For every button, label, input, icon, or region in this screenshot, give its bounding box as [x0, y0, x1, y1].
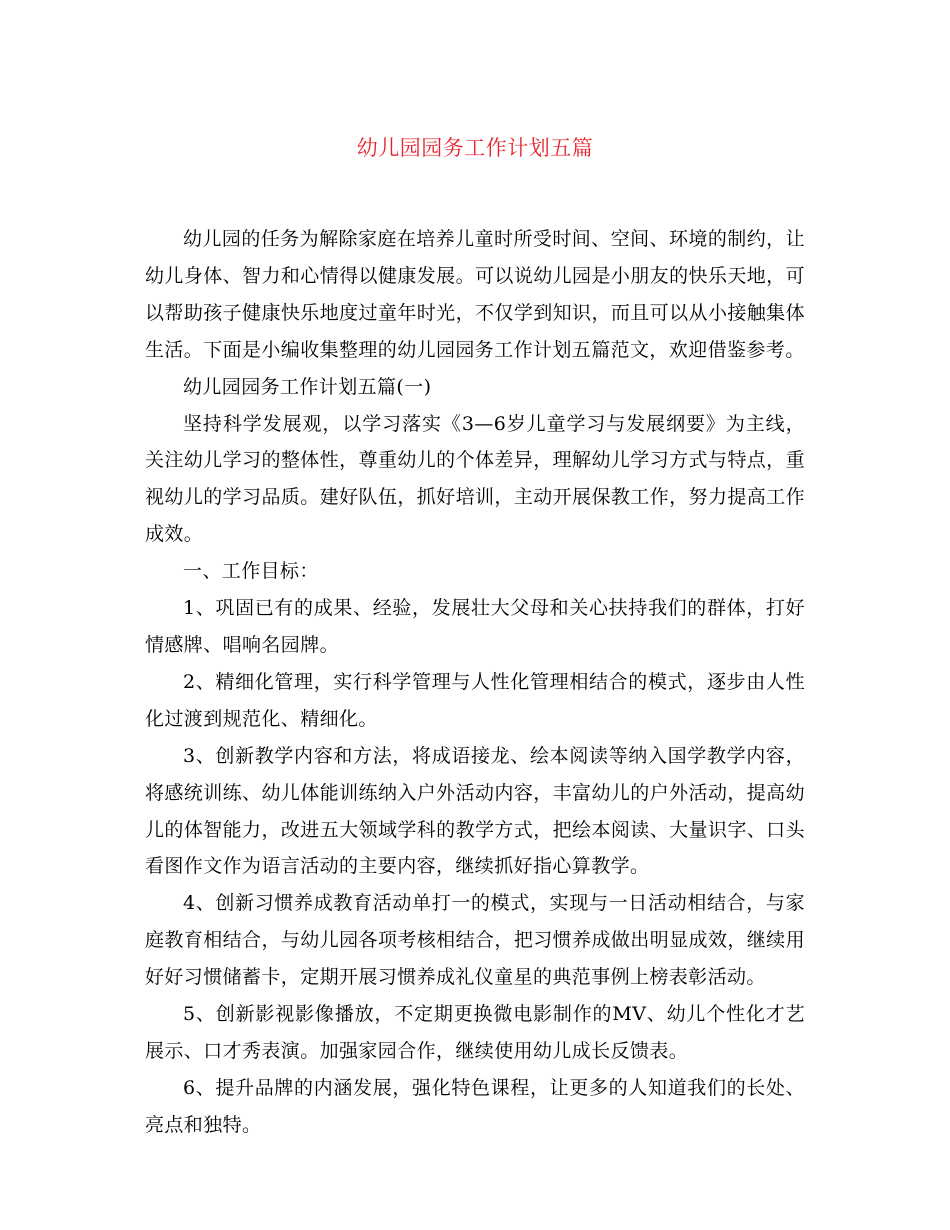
document-title: 幼儿园园务工作计划五篇	[356, 136, 594, 160]
paragraph-guideline: 坚持科学发展观，以学习落实《3—6岁儿童学习与发展纲要》为主线，关注幼儿学习的整体性，尊重幼儿的个体差异，理解幼儿学习方式与特点，重视幼儿的学习品质。建好队伍，抓好培训，主动开展保教工作，努力提高工作成效。	[145, 412, 805, 546]
document-body	[145, 221, 805, 1144]
section-heading: 幼儿园园务工作计划五篇(一)	[183, 375, 432, 398]
list-item-2: 2、精细化管理，实行科学管理与人性化管理相结合的模式，逐步由人性化过渡到规范化、精细化。	[145, 670, 805, 730]
list-item-4: 4、创新习惯养成教育活动单打一的模式，实现与一日活动相结合，与家庭教育相结合，与幼儿园各项考核相结合，把习惯养成做出明显成效，继续用好好习惯储蓄卡，定期开展习惯养成礼仪童星的典范事例上榜表彰活动。	[145, 892, 805, 989]
paragraph-intro: 幼儿园的任务为解除家庭在培养儿童时所受时间、空间、环境的制约，让幼儿身体、智力和心情得以健康发展。可以说幼儿园是小朋友的快乐天地，可以帮助孩子健康快乐地度过童年时光，不仅学到知识，而且可以从小接触集体生活。下面是小编收集整理的幼儿园园务工作计划五篇范文，欢迎借鉴参考。	[145, 228, 805, 361]
list-item-1: 1、巩固已有的成果、经验，发展壮大父母和关心扶持我们的群体，打好情感牌、唱响名园牌。	[145, 597, 805, 656]
list-item-3: 3、创新教学内容和方法，将成语接龙、绘本阅读等纳入国学教学内容，将感统训练、幼儿体能训练纳入户外活动内容，丰富幼儿的户外活动，提高幼儿的体智能力，改进五大领域学科的教学方式，把绘本阅读、大量识字、口头看图作文作为语言活动的主要内容，继续抓好指心算教学。	[145, 744, 805, 878]
list-item-6: 6、提升品牌的内涵发展，强化特色课程，让更多的人知道我们的长处、亮点和独特。	[145, 1076, 805, 1136]
subsection-heading: 一、工作目标：	[183, 560, 319, 583]
list-item-5: 5、创新影视影像播放，不定期更换微电影制作的MV、幼儿个性化才艺展示、口才秀表演。加强家园合作，继续使用幼儿成长反馈表。	[145, 1003, 805, 1062]
